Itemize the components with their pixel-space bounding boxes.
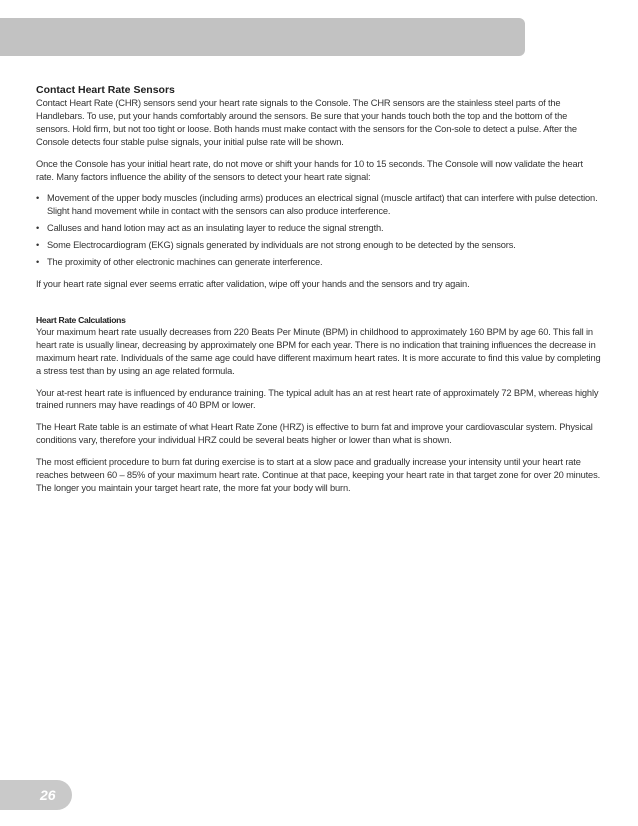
list-item-text: The proximity of other electronic machines can generate interference. — [47, 257, 323, 268]
paragraph: Once the Console has your initial heart rate, do not move or shift your hands for 10 to 15 seconds. The Console will now validate the heart rate. Many factors influence the ability of the sensors to detect your heart rate signal: — [36, 158, 583, 182]
list-item-text: Movement of the upper body muscles (including arms) produces an electrical signal (muscle artifact) that can interfere with pulse detection. Slight hand movement while in contact with the sensors can also produce interference. — [47, 193, 598, 217]
bullet-icon: • — [36, 240, 40, 251]
paragraph: Your at-rest heart rate is influenced by endurance training. The typical adult has an at rest heart rate of approximately 72 BPM, whereas highly trained runners may have readings of 40 BPM or lower. — [36, 387, 599, 411]
header-band — [0, 18, 525, 56]
paragraph: The most efficient procedure to burn fat during exercise is to start at a slow pace and gradually increase your intensity until your heart rate reaches between 60 – 85% of your maximum heart rate. Continue at that pace, keeping your heart rate in that target zone for over 20 minutes. The longer you maintain your target heart rate, the more fat your body will burn. — [36, 457, 601, 493]
list-item-text: Some Electrocardiogram (EKG) signals generated by individuals are not strong enough to be detected by the sensors. — [47, 240, 516, 251]
bullet-icon: • — [36, 223, 40, 234]
page-content — [36, 84, 601, 504]
paragraph: The Heart Rate table is an estimate of what Heart Rate Zone (HRZ) is effective to burn fat and improve your cardiovascular system. Physical conditions vary, therefore your individual HRZ could be several beats higher or lower than what is shown. — [36, 422, 593, 446]
section-title-heart-rate-calculations: Heart Rate Calculations — [36, 314, 126, 325]
bullet-icon: • — [36, 257, 40, 268]
bullet-list — [36, 192, 601, 269]
list-item-text: Calluses and hand lotion may act as an insulating layer to reduce the signal strength. — [47, 223, 384, 234]
list-item — [36, 222, 601, 235]
paragraph: Your maximum heart rate usually decreases from 220 Beats Per Minute (BPM) in childhood to approximately 160 BPM by age 60. This fall in heart rate is usually linear, decreasing by approximately one BPM for each year. There is no indication that training influences the decrease in maximum heart rate. Individuals of the same age could have different maximum heart rates. It is more accurate to find this value by completing a stress test than by using an age related formula. — [36, 326, 601, 376]
paragraph: If your heart rate signal ever seems erratic after validation, wipe off your hands and the sensors and try again. — [36, 278, 470, 289]
paragraph: Contact Heart Rate (CHR) sensors send your heart rate signals to the Console. The CHR sensors are the stainless steel parts of the Handlebars. To use, put your hands comfortably around the sensors. Be sure that your hands touch both the top and the bottom of the sensors. Hold firm, but not too tight or loose. Both hands must make contact with the sensors for the Con-sole to detect a pulse. After the Console detects four stable pulse signals, your initial pulse rate will be shown. — [36, 98, 577, 147]
section-title-contact-heart-rate-sensors: Contact Heart Rate Sensors — [36, 84, 175, 96]
page-number-tab — [0, 780, 72, 810]
list-item — [36, 256, 601, 269]
list-item — [36, 239, 601, 252]
bullet-icon: • — [36, 193, 40, 204]
page-number: 26 — [40, 787, 56, 803]
list-item — [36, 192, 601, 218]
